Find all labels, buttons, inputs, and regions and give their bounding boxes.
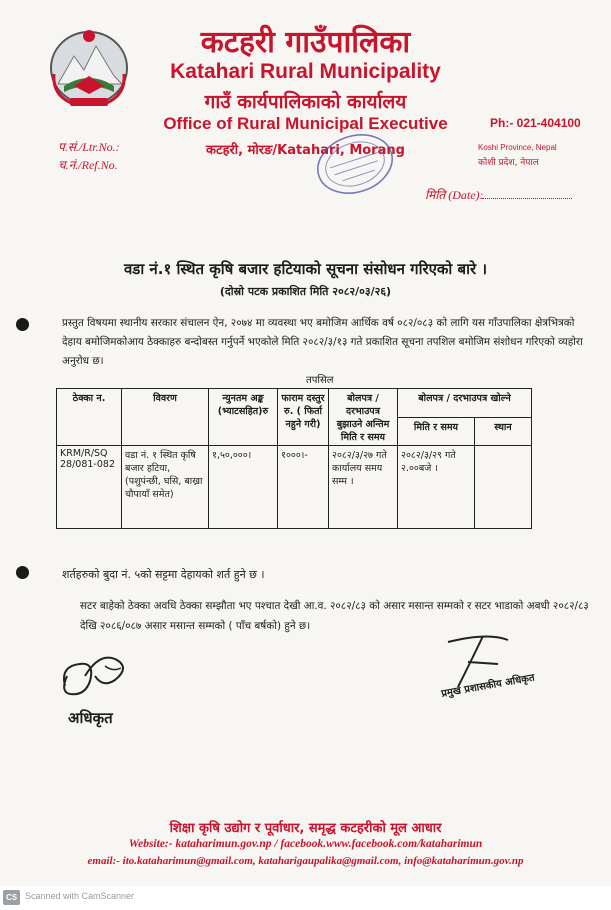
municipality-name-np: कटहरी गाउँपालिका: [200, 25, 411, 60]
municipality-name-en: Katahari Rural Municipality: [170, 60, 441, 83]
scanner-watermark: Scanned with CamScanner: [25, 891, 135, 901]
footer-website: Website:- kataharimun.gov.np / facebook.www.facebook.com/kataharimun: [128, 838, 483, 850]
table-caption: तपसिल: [306, 375, 334, 386]
header-form-fee: फाराम दस्तुर रु. ( फिर्ता नहुने गरी): [278, 389, 329, 446]
camscanner-logo-icon: CS: [3, 890, 20, 905]
header-bid-submission: बोलपत्र / दरभाउपत्र बुझाउने अन्तिम मिति र समय: [329, 389, 398, 446]
cell-description: वडा नं. १ स्थित कृषि बजार हटिया,(पशुपंन्छी, घसि, बाख्रा चौपायाँ समेत): [122, 446, 209, 529]
footer-slogan: शिक्षा कृषि उद्योग र पूर्वाधार, समृद्ध कटहरीको मूल आधार: [169, 821, 442, 836]
reference-number-label: च.नं./Ref.No.: [58, 158, 118, 172]
cell-bid-submission: २०८२/३/२७ गते कार्यालय समय सम्म ।: [329, 446, 398, 529]
notice-publication-note: (दोस्रो पटक प्रकाशित मिति २०८२/०३/२६): [219, 285, 392, 298]
header-date-time: मिति र समय: [398, 417, 475, 446]
punch-hole-icon: [16, 318, 29, 331]
header-min-amount: न्युनतम अङ्क (भ्याटसहित)रु: [209, 389, 278, 446]
body-paragraph-1: प्रस्तुत विषयमा स्थानीय सरकार संचालन ऐन, २०७४ मा व्यवस्था भए बमोजिम आर्थिक वर्ष ०८२/०८३ को लागि यस गाँउपालिका क्षेत्रभित्रको देहाय बमोजिमकोआय ठेक्काहरु बन्दोबस्त गर्नुपर्ने भएकोले मिति २०८२/३/१३ गते प्रकाशित सूचना तपशिल बमोजिम संशोधन गरिएको व्यहोरा अनुरोध छ।: [62, 317, 583, 367]
table-row: [57, 446, 532, 529]
office-phone: Ph:- 021-404100: [490, 116, 581, 130]
office-stamp-icon: [312, 130, 398, 198]
body-paragraph-2: सटर बाहेको ठेक्का अवधि ठेक्का सम्झौता भए पश्चात देखी आ.व. २०८२/८३ को असार मसान्त सम्मको र सटर भाडाको अबधी २०८२/८३ देखि २०८६/०८७ असार मसान्त सम्मको ( पाँच बर्षको) हुने छ।: [80, 600, 589, 632]
cell-min-amount: १,५०,०००।: [209, 446, 278, 529]
office-address: कटहरी, मोरङ/Katahari, Morang: [206, 143, 405, 158]
header-contract-no: ठेक्का न.: [57, 389, 122, 446]
signature-left-label: अधिकृत: [68, 709, 113, 727]
office-name-en: Office of Rural Municipal Executive: [163, 114, 448, 133]
header-description: विवरण: [122, 389, 209, 446]
cell-date-time: २०८२/३/२९ गते २.००बजे ।: [398, 446, 475, 529]
cell-place: [475, 446, 532, 529]
letter-number-label: प.सं./Ltr.No.:: [58, 140, 120, 154]
province-en: Koshi Province, Nepal: [478, 143, 557, 152]
footer-emails: email:- ito.kataharimun@gmail.com, kataharigaupalika@gmail.com, info@kataharimun.gov.np: [87, 855, 524, 867]
signature-right-label: प्रमुख प्रशासकीय अधिकृत: [440, 672, 536, 700]
date-label: मिति (Date):: [425, 188, 484, 202]
cell-form-fee: १०००।-: [278, 446, 329, 529]
header-place: स्थान: [475, 417, 532, 446]
province-np: कोशी प्रदेश, नेपाल: [478, 158, 539, 168]
contract-table: [56, 388, 532, 529]
office-name-np: गाउँ कार्यपालिकाको कार्यालय: [204, 91, 407, 113]
header-bid-opening: बोलपत्र / दरभाउपत्र खोल्ने: [398, 389, 532, 418]
date-line: [482, 186, 572, 199]
condition-heading: शर्तहरुको बुदा नं. ५को सट्टमा देहायको शर्त हुने छ ।: [62, 568, 265, 581]
punch-hole-icon: [16, 566, 29, 579]
notice-subject: वडा नं.१ स्थित कृषि बजार हटियाको सूचना संसोधन गरिएको बारे ।: [123, 260, 488, 278]
cell-contract-no: KRM/R/SQ 28/081-082: [57, 446, 122, 529]
